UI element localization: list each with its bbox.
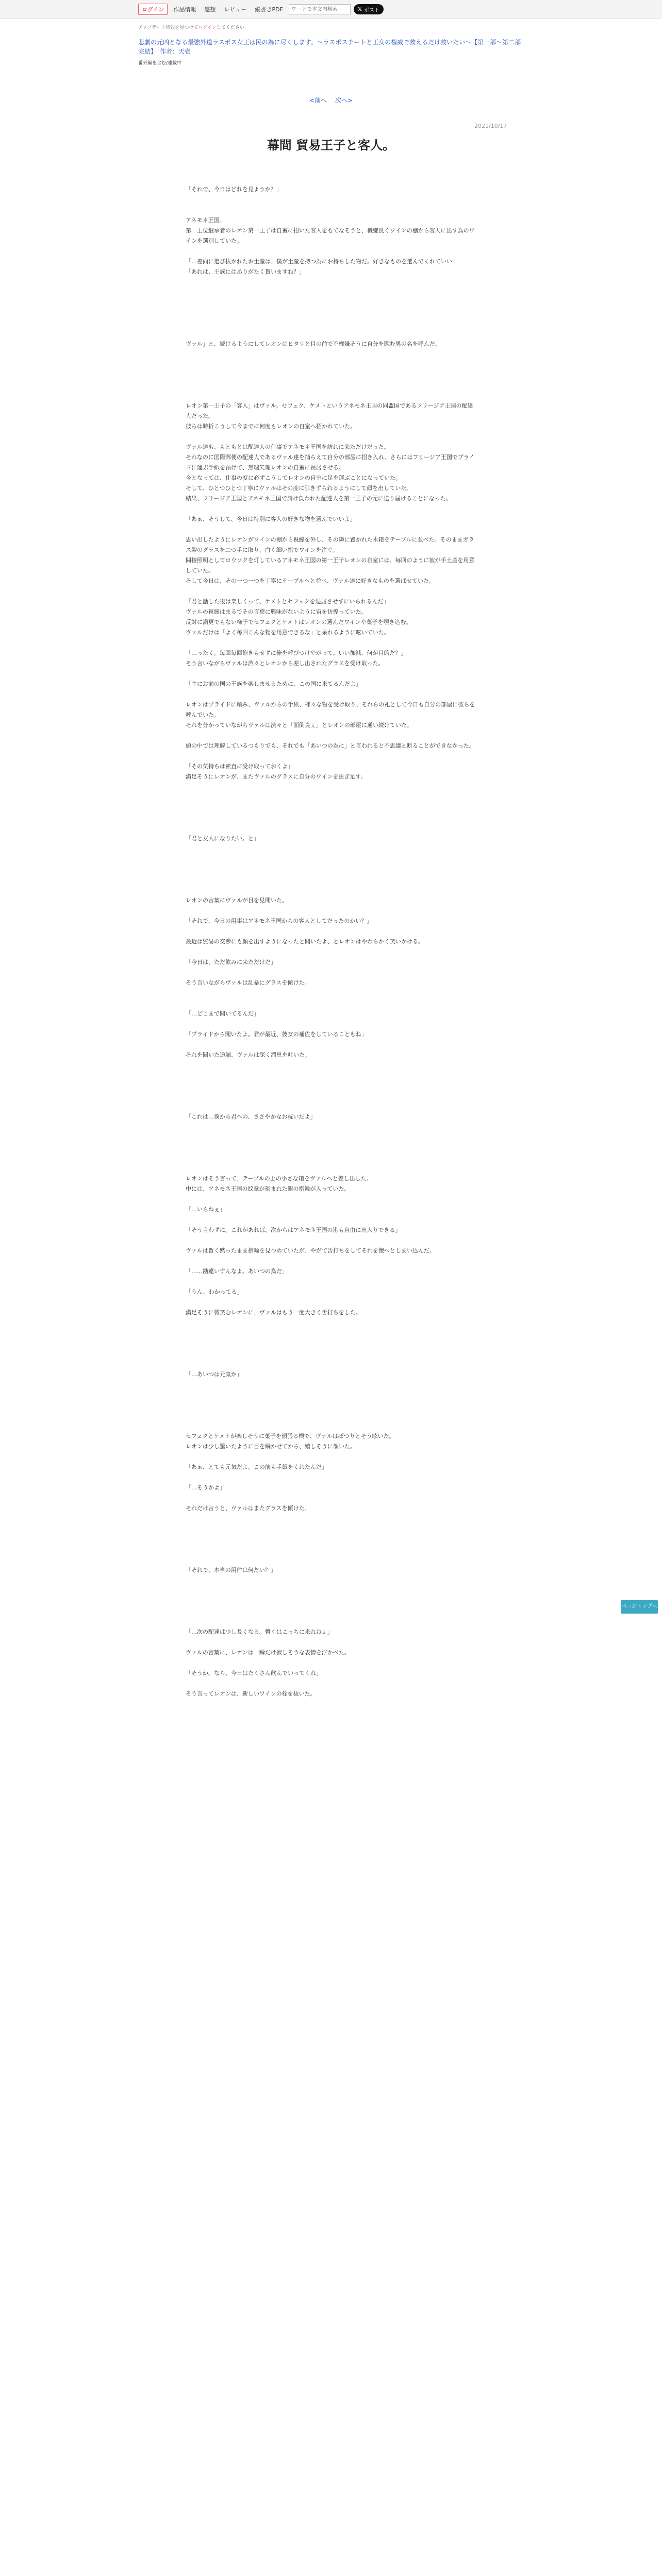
body-paragraph xyxy=(186,731,477,741)
body-paragraph xyxy=(186,1081,477,1091)
body-paragraph xyxy=(186,1617,477,1627)
body-paragraph: 反対に満更でもない様子でセフェクとケメトはレオンの選んだワインや菓子を覗き込む。 xyxy=(186,619,412,625)
body-paragraph xyxy=(186,1524,477,1534)
body-paragraph xyxy=(186,875,477,885)
body-paragraph xyxy=(186,1555,477,1565)
body-paragraph xyxy=(186,1390,477,1400)
body-paragraph xyxy=(186,813,477,823)
body-paragraph xyxy=(186,586,477,597)
body-paragraph xyxy=(186,432,477,442)
body-paragraph: それを聞いた途端、ヴァルは深く溜息を吐いた。 xyxy=(186,1052,310,1058)
body-paragraph: 間接照明としてロウソクを灯しているアネモネ王国の第一王子レオンの自室には、毎回のように彼が手土産を用意していた。 xyxy=(186,557,475,574)
body-paragraph: ヴァルは暫く黙ったまま指輪を見つめていたが、やがて舌打ちをしてそれを懐へとしまい込んだ。 xyxy=(186,1247,435,1254)
body-paragraph xyxy=(186,803,477,813)
body-paragraph xyxy=(186,792,477,803)
body-paragraph xyxy=(186,1586,477,1596)
body-paragraph xyxy=(186,1472,477,1483)
body-paragraph: 「それで、本当の用件は何だい？」 xyxy=(186,1567,276,1573)
author-line: 番外編を含む/連載中 xyxy=(138,61,182,66)
body-paragraph xyxy=(186,1132,477,1143)
body-paragraph xyxy=(186,1101,477,1112)
body-paragraph xyxy=(186,318,477,329)
body-paragraph xyxy=(186,1091,477,1101)
body-paragraph: 「それで、今日はどれを見ようか？」 xyxy=(186,186,282,193)
body-paragraph xyxy=(186,1297,477,1308)
body-paragraph xyxy=(186,1153,477,1163)
body-paragraph xyxy=(186,751,477,761)
body-paragraph xyxy=(186,1215,477,1225)
body-paragraph: ヴァル達も、もともとは配達人の仕事でアネモネ王国を訪れに来ただけだった。 xyxy=(186,444,390,450)
body-paragraph xyxy=(186,1658,477,1668)
body-paragraph: 「そうか。なら、今日はたくさん飲んでいってくれ」 xyxy=(186,1670,322,1676)
next-chapter-link[interactable]: 次へ> xyxy=(335,97,353,104)
body-paragraph: レオンはそう言って、テーブルの上の小さな箱をヴァルへと差し出した。 xyxy=(186,1175,372,1182)
body-paragraph xyxy=(186,1060,477,1071)
body-paragraph xyxy=(186,1143,477,1153)
body-paragraph: 「君と友人になりたい。と」 xyxy=(186,835,259,842)
top-nav-inner xyxy=(138,4,384,15)
chapter-body xyxy=(186,184,477,1699)
body-paragraph: ヴァル」と、続けるようにしてレオンはヒタリと目の前で不機嫌そうに自分を睨む男の名を呼んだ。 xyxy=(186,341,441,347)
body-paragraph xyxy=(186,1679,477,1689)
body-paragraph xyxy=(186,1163,477,1174)
body-paragraph: 「…いらねぇ」 xyxy=(186,1206,225,1213)
body-paragraph xyxy=(186,287,477,298)
body-paragraph: 「…そうかよ」 xyxy=(186,1484,225,1491)
publish-date: 2021/10/17 xyxy=(474,123,507,129)
body-paragraph: 「これは…僕から君への、ささやかなお祝いだよ」 xyxy=(186,1113,316,1120)
body-paragraph xyxy=(186,205,477,215)
body-paragraph: 「あぁ、そうして、今日は特別に客人の好きな物を選んでいいよ」 xyxy=(186,516,356,522)
body-paragraph xyxy=(186,988,477,998)
body-paragraph: ヴァルの視線はまるでその言葉に興味がないように宙を彷徨っていた。 xyxy=(186,608,367,615)
body-paragraph xyxy=(186,782,477,792)
nav-link-review[interactable]: レビュー xyxy=(224,6,247,13)
search-input[interactable] xyxy=(289,4,351,14)
body-paragraph: 「…次の配達は少し長くなる。暫くはこっちに来れねぇ」 xyxy=(186,1629,333,1635)
body-paragraph: そう言ってレオンは、新しいワインの栓を抜いた。 xyxy=(186,1690,316,1697)
body-paragraph: 「そう言わずに。これがあれば、次からはアネモネ王国の港も自由に出入りできる」 xyxy=(186,1227,401,1233)
body-paragraph: 彼らは時折こうして今までに何度もレオンの自室へ招かれていた。 xyxy=(186,423,356,430)
body-paragraph xyxy=(186,298,477,308)
body-paragraph: 満足そうに微笑むレオンに、ヴァルはもう一度大きく舌打ちをした。 xyxy=(186,1309,361,1316)
novel-header xyxy=(138,24,524,66)
body-paragraph: ヴァルだけは「よく毎回こんな物を用意できるな」と呆れるように呟いていた。 xyxy=(186,629,390,636)
body-paragraph xyxy=(186,1359,477,1369)
body-paragraph xyxy=(186,1514,477,1524)
body-paragraph: そう言いながらヴァルは乱暴にグラスを傾けた。 xyxy=(186,979,310,986)
body-paragraph: それを分かっていながらヴァルは渋々と「面倒臭ぇ」とレオンの部屋に通い続けていた。 xyxy=(186,722,412,728)
body-paragraph xyxy=(186,906,477,916)
body-paragraph: 「君と話した後は楽しくって、ケメトとセフェクを退屈させずにいられるんだ」 xyxy=(186,598,389,605)
body-paragraph: セフェクとケメトが楽しそうに菓子を頬張る横で、ヴァルはぽつりとそう呟いた。 xyxy=(186,1433,395,1439)
body-paragraph xyxy=(186,1349,477,1359)
body-paragraph xyxy=(186,1040,477,1050)
body-paragraph xyxy=(186,360,477,370)
body-paragraph: 「その気持ちは素直に受け取っておくよ」 xyxy=(186,763,293,770)
body-paragraph xyxy=(186,1328,477,1338)
body-paragraph: 「…どこまで聞いてるんだ」 xyxy=(186,1010,259,1017)
nav-link-vertical-pdf[interactable]: 縦書きPDF xyxy=(255,6,283,13)
body-paragraph: レオン第一王子の「客人」はヴァル。セフェク、ケメトというアネモネ王国の同盟国であるフリージア王国の配達人だった。 xyxy=(186,402,473,419)
body-paragraph xyxy=(186,844,477,854)
body-paragraph xyxy=(186,1596,477,1606)
nav-link-impressions[interactable]: 感想 xyxy=(204,6,216,13)
body-paragraph xyxy=(186,1235,477,1246)
body-paragraph: レオンはプライドに頼み、ヴァルからの手紙、様々な物を受け取り、それらの礼として今日も自分の部屋に彼らを呼んでいた。 xyxy=(186,701,475,718)
body-paragraph: 「…あいつは元気か」 xyxy=(186,1371,242,1378)
body-paragraph xyxy=(186,504,477,514)
body-paragraph xyxy=(186,1194,477,1205)
prev-chapter-link[interactable]: <前へ xyxy=(309,97,327,104)
body-paragraph: ヴァルの言葉に、レオンは一瞬だけ寂しそうな表情を浮かべた。 xyxy=(186,1649,350,1656)
body-paragraph xyxy=(186,1400,477,1411)
body-paragraph xyxy=(186,1637,477,1648)
body-paragraph: 「それで、今日の用事はアネモネ王国からの客人としてだったのかい？」 xyxy=(186,918,373,924)
body-paragraph: 今となっては、仕事の度に必ずこうしてレオンの自室に足を運ぶことになっていた。 xyxy=(186,474,401,481)
body-paragraph xyxy=(186,380,477,391)
body-paragraph: 最近は貿易の交渉にも顔を出すようになったと聞いたよ、とレオンはやわらかく笑いかける。 xyxy=(186,938,424,945)
body-paragraph: 「あれは、王族にはありがたく貰いますね？」 xyxy=(186,268,305,275)
body-paragraph xyxy=(186,1452,477,1462)
body-paragraph xyxy=(186,968,477,978)
notice-prefix: アップデート情報を見つけて xyxy=(138,25,198,30)
update-notice xyxy=(138,24,524,30)
body-paragraph xyxy=(186,308,477,318)
body-paragraph xyxy=(186,998,477,1009)
body-paragraph xyxy=(186,370,477,380)
page-top-button[interactable]: ページトップへ xyxy=(621,1600,658,1614)
body-paragraph: レオンの言葉にヴァルが目を見開いた。 xyxy=(186,897,288,904)
chapter-title: 幕間 貿易王子と客人。 xyxy=(267,138,395,152)
body-paragraph: 結果、フリージア王国とアネモネ王国で請け負われた配達人を第一王子の元に送り届けることになった。 xyxy=(186,495,452,502)
body-paragraph: 第一王位継承者のレオン第一王子は自室に招いた客人をもてなそうと、機嫌良くワインの棚から客人に出す為のワインを選別していた。 xyxy=(186,227,475,244)
body-paragraph: そして、ひとつひとつ丁寧にヴァルはその度に引きずられるようにして顔を出していた。 xyxy=(186,485,412,492)
body-paragraph xyxy=(186,329,477,339)
body-paragraph xyxy=(186,1606,477,1617)
body-paragraph xyxy=(186,1277,477,1287)
body-paragraph xyxy=(186,1575,477,1586)
body-paragraph: 「あぁ、とても元気だよ。この前も手紙をくれたんだ」 xyxy=(186,1464,327,1470)
body-paragraph xyxy=(186,349,477,360)
nav-link-works[interactable]: 作品情報 xyxy=(173,6,196,13)
top-nav-bar xyxy=(0,0,662,19)
body-paragraph: 「プライドから聞いたよ。君が最近、彼女の補佐をしていることもね」 xyxy=(186,1031,367,1038)
body-paragraph xyxy=(186,195,477,205)
x-post-button[interactable] xyxy=(354,4,384,14)
body-paragraph xyxy=(186,865,477,875)
body-paragraph xyxy=(186,1318,477,1328)
x-post-label: ポスト xyxy=(363,7,379,13)
body-paragraph: 「…ったく。毎回毎回飽きもせずに俺を呼びつけやがって。いい加減、何が目的だ？」 xyxy=(186,650,407,656)
body-paragraph: それなのに国際郵便の配達人であるヴァル達を捕らえて自分の部屋に招き入れ、さらにはフリージア王国でプライドに運ぶ手紙を預けて、無理矢理レオンの自室に長居させる。 xyxy=(186,454,475,471)
body-paragraph: 「今日は、ただ飲みに来ただけだ」 xyxy=(186,959,276,965)
body-paragraph xyxy=(186,1256,477,1266)
x-logo-icon: 𝕏 xyxy=(357,6,362,12)
body-paragraph xyxy=(186,1380,477,1390)
body-paragraph: そして今日は、その一つ一つを丁寧にテーブルへと並べ、ヴァル達に好きなものを選ばせていた。 xyxy=(186,578,435,584)
body-paragraph xyxy=(186,947,477,957)
body-paragraph: 頭の中では理解しているつもりでも、それでも「あいつの為に」と言われると不思議と断ることができなかった。 xyxy=(186,742,475,749)
body-paragraph: 中には、アネモネ王国の紋章が刻まれた銀の指輪が入っていた。 xyxy=(186,1185,350,1192)
notice-login-link[interactable]: ログイン xyxy=(198,25,217,30)
body-paragraph: そう言いながらヴァルは渋々とレオンから差し出されたグラスを受け取った。 xyxy=(186,660,384,667)
body-paragraph xyxy=(186,1421,477,1431)
body-paragraph xyxy=(186,689,477,700)
body-paragraph: 「主にお前の国の王族を楽しませるために、この国に来てるんだよ」 xyxy=(186,681,361,687)
body-paragraph: アネモネ王国。 xyxy=(186,217,225,224)
body-paragraph xyxy=(186,1534,477,1545)
body-paragraph xyxy=(186,854,477,865)
body-paragraph: 「…差向に選び抜かれたお土産は、僕が土産を持つ為にお持ちした物だ。好きなものを選んでくれていい」 xyxy=(186,258,458,265)
body-paragraph xyxy=(186,823,477,834)
body-paragraph xyxy=(186,1545,477,1555)
body-paragraph xyxy=(186,926,477,937)
notice-suffix: してください xyxy=(216,25,244,30)
chapter-pager xyxy=(0,96,662,105)
body-paragraph xyxy=(186,1071,477,1081)
body-paragraph xyxy=(186,1338,477,1349)
body-paragraph xyxy=(186,277,477,287)
body-paragraph xyxy=(186,885,477,895)
body-paragraph xyxy=(186,524,477,535)
body-paragraph: 満足そうにレオンが、またヴァルのグラスに自分のワインを注ぎ足す。 xyxy=(186,773,367,780)
body-paragraph xyxy=(186,1411,477,1421)
body-paragraph xyxy=(186,669,477,679)
body-paragraph xyxy=(186,246,477,257)
body-paragraph: 「うん、わかってる」 xyxy=(186,1289,243,1295)
body-paragraph: それだけ言うと、ヴァルはまたグラスを傾けた。 xyxy=(186,1505,310,1512)
login-button[interactable]: ログイン xyxy=(138,4,168,15)
body-paragraph xyxy=(186,1019,477,1029)
body-paragraph xyxy=(186,1122,477,1132)
body-paragraph xyxy=(186,638,477,648)
body-paragraph: レオンは少し驚いたように目を瞬かせてから、嬉しそうに頷いた。 xyxy=(186,1443,356,1450)
series-title-link[interactable]: 悲劇の元凶となる最強外道ラスボス女王は民の為に尽くします。〜ラスボスチートと王女の権威で救えるだけ救いたい〜【第一部〜第二部完結】 作者：天壱 xyxy=(138,39,521,55)
body-paragraph xyxy=(186,391,477,401)
body-paragraph: 思い出したようにレオンがワインの棚から視線を外し、その隣に置かれた木箱をテーブルに並べた。そのままガラス製のグラスを二つ手に取り、白く細い指でワインを注ぐ。 xyxy=(186,536,474,553)
body-paragraph xyxy=(186,1493,477,1503)
body-paragraph: 「……勘違いすんなよ。あいつの為だ」 xyxy=(186,1268,288,1275)
